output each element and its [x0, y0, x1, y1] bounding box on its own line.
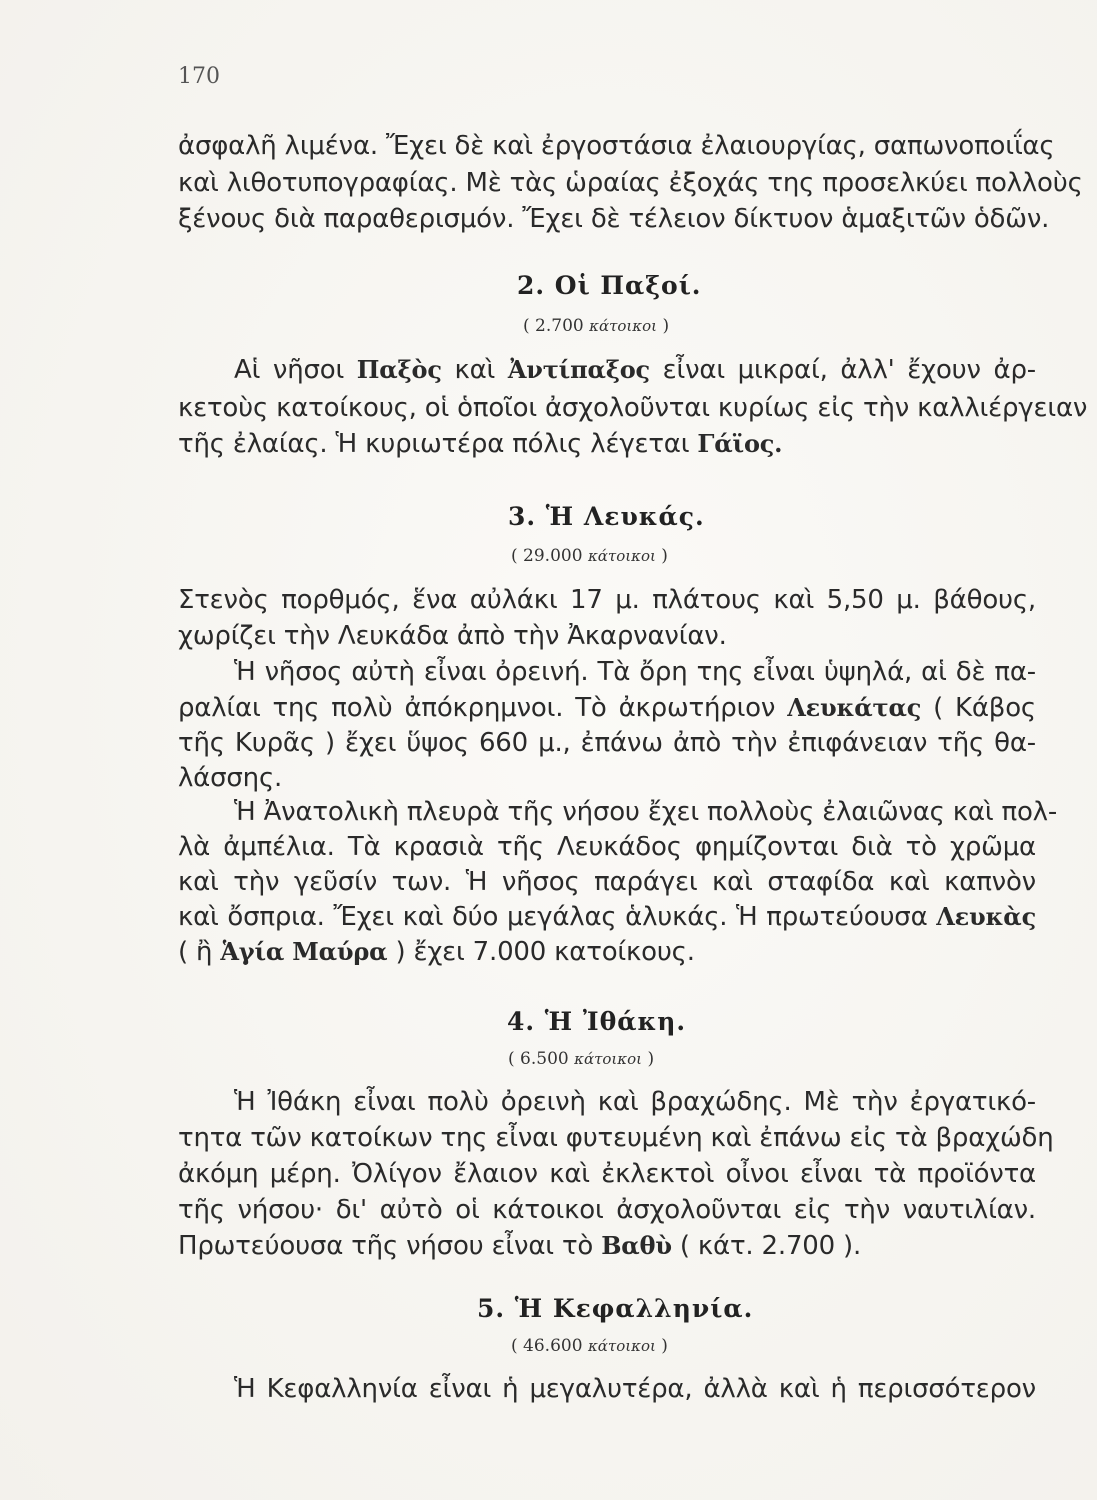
population-number: 46.600: [523, 1336, 583, 1356]
section-heading-kefallinia: 5. Ἡ Κεφαλληνία.: [477, 1294, 754, 1323]
text-fragment: ( κάτ. 2.700 ).: [679, 1231, 862, 1261]
text-line: Ἡ Ἰθάκη εἶναι πολὺ ὀρεινὴ καὶ βραχώδης. Μὲ τὴν ἐργατικό-: [234, 1087, 1036, 1117]
text-line: καὶ τὴν γεῦσίν των. Ἡ νῆσος παράγει καὶ σταφίδα καὶ καπνὸν: [178, 867, 1036, 897]
population-unit: κάτοικοι: [587, 547, 656, 565]
text-line: λάσσης.: [178, 763, 283, 793]
page-number: 170: [178, 64, 220, 89]
text-line: ἀσφαλῆ λιμένα. Ἔχει δὲ καὶ ἐργοστάσια ἐλαιουργίας, σαπωνοποιΐας: [178, 131, 1055, 161]
bold-term: Λευκὰς: [936, 902, 1036, 931]
text-line: Ἡ Ἀνατολικὴ πλευρὰ τῆς νήσου ἔχει πολλοὺς ἐλαιῶνας καὶ πολ-: [234, 797, 1058, 827]
text-fragment: καὶ ὄσπρια. Ἔχει καὶ δύο μεγάλας ἁλυκάς. Ἡ πρωτεύουσα: [178, 902, 928, 932]
text-line: καὶ λιθοτυπογραφίας. Μὲ τὰς ὡραίας ἐξοχάς της προσελκύει πολλοὺς: [178, 168, 1083, 198]
text-line: [234, 354, 1036, 386]
bold-term: Λευκάτας: [787, 693, 922, 722]
text-line: τῆς νήσου· δι' αὐτὸ οἱ κάτοικοι ἀσχολοῦνται εἰς τὴν ναυτιλίαν.: [178, 1195, 1036, 1225]
population-ithaki: ( 6.500 κάτοικοι ): [508, 1049, 655, 1069]
text-fragment: καὶ: [454, 355, 496, 385]
text-line: [178, 901, 1036, 933]
text-fragment: τῆς ἐλαίας. Ἡ κυριωτέρα πόλις λέγεται: [178, 429, 690, 459]
section-heading-ithaki: 4. Ἡ Ἰθάκη.: [507, 1007, 687, 1036]
text-fragment: Πρωτεύουσα τῆς νήσου εἶναι τὸ: [178, 1231, 594, 1261]
population-number: 6.500: [520, 1049, 569, 1069]
text-line: τῆς Κυρᾶς ) ἔχει ὕψος 660 μ., ἐπάνω ἀπὸ τὴν ἐπιφάνειαν τῆς θα-: [178, 728, 1036, 758]
population-number: 2.700: [535, 316, 584, 336]
text-fragment: ( ἢ: [178, 937, 213, 967]
text-line: χωρίζει τὴν Λευκάδα ἀπὸ τὴν Ἀκαρνανίαν.: [178, 621, 727, 651]
text-line: Στενὸς πορθμός, ἕνα αὐλάκι 17 μ. πλάτους καὶ 5,50 μ. βάθους,: [178, 585, 1036, 615]
population-unit: κάτοικοι: [589, 317, 658, 335]
bold-term: Βαθὺ: [601, 1231, 672, 1260]
bold-term: Γάϊος.: [697, 429, 783, 458]
text-line: [178, 428, 782, 460]
text-line: [178, 692, 1036, 724]
population-lefkas: ( 29.000 κάτοικοι ): [511, 546, 668, 566]
text-fragment: ( Κάβος: [933, 693, 1036, 723]
text-line: λὰ ἀμπέλια. Τὰ κρασιὰ τῆς Λευκάδος φημίζονται διὰ τὸ χρῶμα: [178, 832, 1036, 862]
population-unit: κάτοικοι: [574, 1050, 643, 1068]
text-fragment: Αἱ νῆσοι: [234, 355, 345, 385]
section-heading-lefkas: 3. Ἡ Λευκάς.: [508, 502, 705, 531]
text-line: ἀκόμη μέρη. Ὀλίγον ἔλαιον καὶ ἐκλεκτοὶ οἶνοι εἶναι τὰ προϊόντα: [178, 1159, 1036, 1189]
text-line: τητα τῶν κατοίκων της εἶναι φυτευμένη καὶ ἐπάνω εἰς τὰ βραχώδη: [178, 1123, 1054, 1153]
text-line: Ἡ νῆσος αὐτὴ εἶναι ὀρεινή. Τὰ ὄρη της εἶναι ὑψηλά, αἱ δὲ πα-: [234, 657, 1036, 687]
bold-term: Ἀντίπαξος: [507, 355, 650, 384]
bold-term: Παξὸς: [356, 355, 442, 384]
text-fragment: εἶναι μικραί, ἀλλ' ἔχουν ἀρ-: [662, 355, 1036, 385]
population-paxoi: ( 2.700 κάτοικοι ): [523, 316, 670, 336]
text-fragment: ραλίαι της πολὺ ἀπόκρημνοι. Τὸ ἀκρωτήριον: [178, 693, 776, 723]
text-fragment: ) ἔχει 7.000 κατοίκους.: [395, 937, 695, 967]
text-line: [178, 936, 695, 968]
text-line: Ἡ Κεφαλληνία εἶναι ἡ μεγαλυτέρα, ἀλλὰ καὶ ἡ περισσότερον: [234, 1374, 1036, 1404]
bold-term: Ἁγία Μαύρα: [220, 937, 388, 966]
population-kefallinia: ( 46.600 κάτοικοι ): [511, 1336, 668, 1356]
text-line: [178, 1230, 861, 1262]
population-number: 29.000: [523, 546, 583, 566]
text-line: ξένους διὰ παραθερισμόν. Ἔχει δὲ τέλειον δίκτυον ἁμαξιτῶν ὁδῶν.: [178, 204, 1050, 234]
text-line: κετοὺς κατοίκους, οἱ ὁποῖοι ἀσχολοῦνται κυρίως εἰς τὴν καλλιέργειαν: [178, 393, 1088, 423]
section-heading-paxoi: 2. Οἱ Παξοί.: [517, 271, 702, 300]
population-unit: κάτοικοι: [587, 1337, 656, 1355]
